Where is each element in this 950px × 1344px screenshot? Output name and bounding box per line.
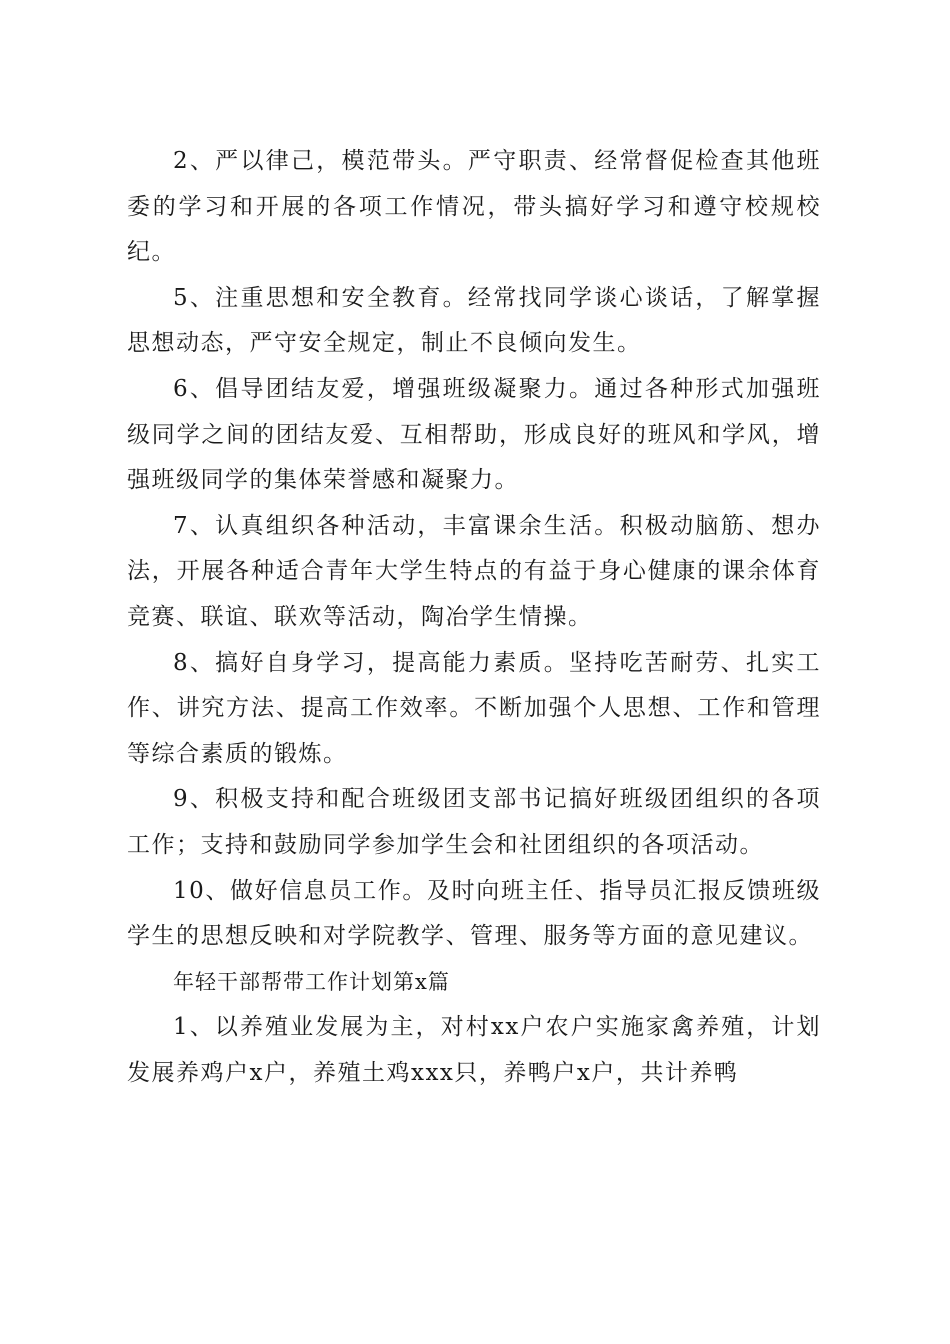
paragraph-item-6: 6、倡导团结友爱，增强班级凝聚力。通过各种形式加强班级同学之间的团结友爱、互相帮助，形成良好的班风和学风，增强班级同学的集体荣誉感和凝聚力。 xyxy=(127,375,821,494)
paragraph-item-10: 10、做好信息员工作。及时向班主任、指导员汇报反馈班级学生的思想反映和对学院教学、管理、服务等方面的意见建议。 xyxy=(127,877,821,950)
paragraph-item-8: 8、搞好自身学习，提高能力素质。坚持吃苦耐劳、扎实工作、讲究方法、提高工作效率。不断加强个人思想、工作和管理等综合素质的锻炼。 xyxy=(127,649,821,767)
document-body xyxy=(127,139,821,1096)
paragraph-item-7: 7、认真组织各种活动，丰富课余生活。积极动脑筋、想办法，开展各种适合青年大学生特点的有益于身心健康的课余体育竞赛、联谊、联欢等活动，陶冶学生情操。 xyxy=(127,512,821,630)
paragraph-item-9: 9、积极支持和配合班级团支部书记搞好班级团组织的各项工作；支持和鼓励同学参加学生会和社团组织的各项活动。 xyxy=(127,786,821,858)
section-heading: 年轻干部帮带工作计划第x篇 xyxy=(173,969,450,994)
paragraph-item-5: 5、注重思想和安全教育。经常找同学谈心谈话，了解掌握思想动态，严守安全规定，制止不良倾向发生。 xyxy=(127,284,821,357)
paragraph-item-2: 2、严以律己，模范带头。严守职责、经常督促检查其他班委的学习和开展的各项工作情况，带头搞好学习和遵守校规校纪。 xyxy=(127,148,821,266)
paragraph-plan-1: 1、以养殖业发展为主，对村xx户农户实施家禽养殖，计划发展养鸡户x户，养殖土鸡xxx只，养鸭户x户，共计养鸭 xyxy=(127,1014,821,1086)
